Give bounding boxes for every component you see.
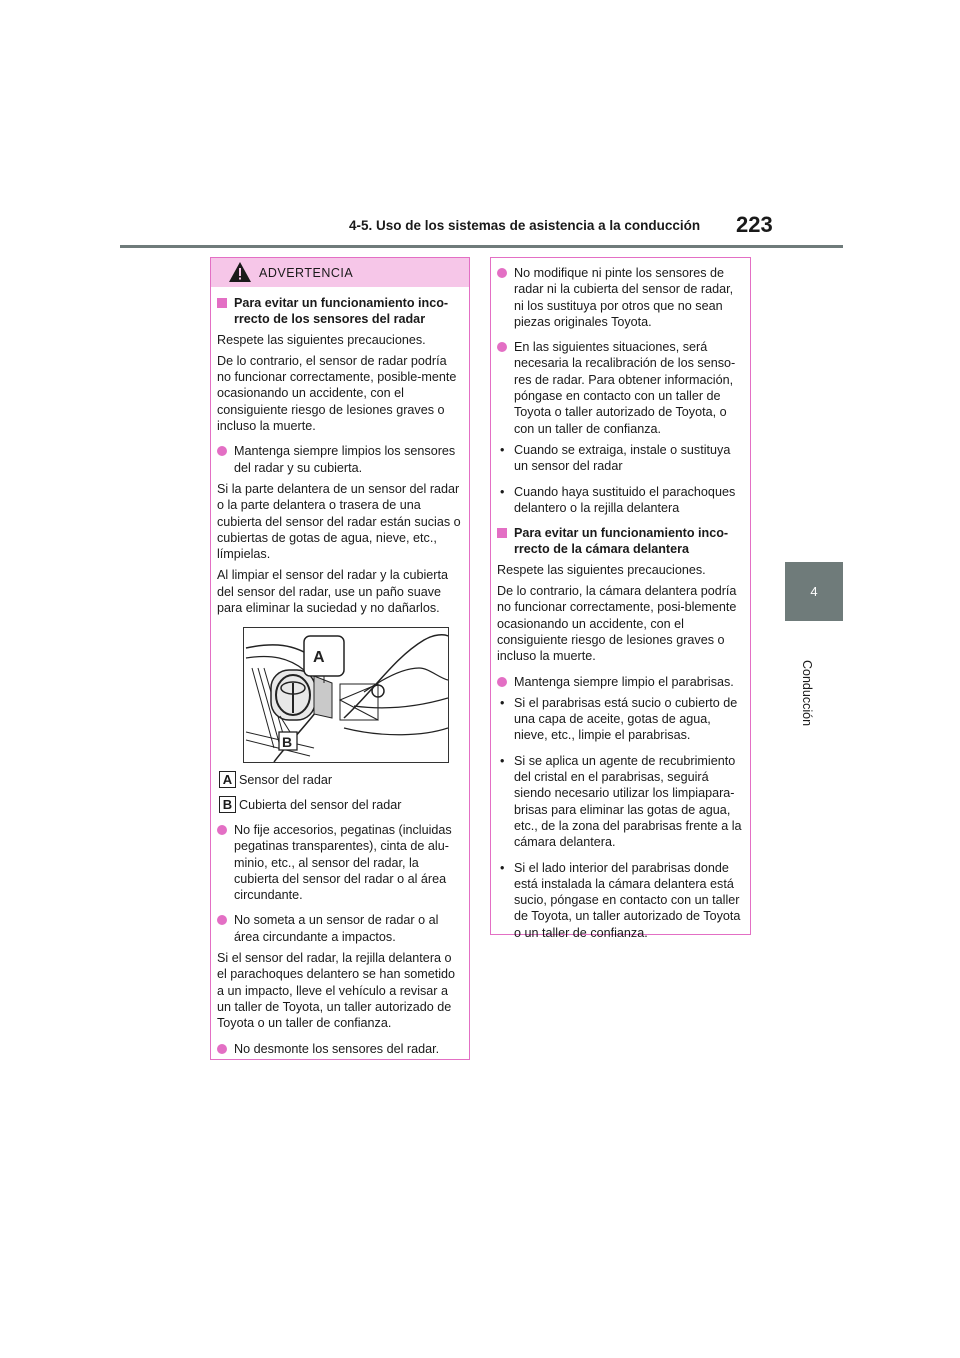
legend-badge-b: B xyxy=(219,796,236,813)
paragraph: Si la parte delantera de un sensor del radar o la parte delantera o trasera de una cubierta del sensor del radar están sucias o cubiertas de gotas de agua, nieve, etc., límpielas. xyxy=(217,481,461,562)
warning-triangle-icon xyxy=(228,261,252,283)
warning-box-left xyxy=(210,257,470,1060)
car-front-drawing xyxy=(244,628,448,762)
chapter-label: Conducción xyxy=(800,660,814,727)
warning-header xyxy=(211,258,469,287)
paragraph: Respete las siguientes precauciones. xyxy=(217,332,426,347)
paragraph: Si el sensor del radar, la rejilla delantera o el parachoques delantero se han sometido a un impacto, lleve el vehículo a revisar a un taller de Toyota, un taller autorizado de Toyota o un taller de confianza. xyxy=(217,951,456,1031)
warning-title: ADVERTENCIA xyxy=(259,266,354,280)
dot-item: • Si se aplica un agente de recubrimiento del cristal en el parabrisas, seguirá siendo necesario utilizar los limpiapara-brisas para eliminar las gotas de agua, etc., de la zona del parabrisas frente a la cámara delantera. xyxy=(497,753,744,851)
bullet-item: No fije accesorios, pegatinas (incluidas pegatinas transparentes), cinta de alu-minio, etc., al sensor del radar, la cubierta del sensor del radar o al área circundante. xyxy=(217,822,463,903)
paragraph: De lo contrario, la cámara delantera podría no funcionar correctamente, posi-blemente ocasionando un accidente, con el consiguiente riesgo de lesiones graves o incluso la muerte. xyxy=(497,584,737,664)
legend-item-a xyxy=(217,772,463,788)
paragraph: Respete las siguientes precauciones. xyxy=(497,562,706,577)
figure-callout-b: B xyxy=(282,734,293,751)
section-heading-camera: Para evitar un funcionamiento inco-rrecto de la cámara delantera xyxy=(497,525,744,558)
paragraph: Al limpiar el sensor del radar y la cubierta del sensor del radar, use un paño suave para eliminar la suciedad y no dañarlos. xyxy=(217,568,448,616)
bullet-item: No modifique ni pinte los sensores de radar ni la cubierta del sensor de radar, ni los sustituya por otros que no sean piezas originales Toyota. xyxy=(497,265,744,330)
dot-item: • Cuando haya sustituido el parachoques delantero o la rejilla delantera xyxy=(497,484,744,517)
chapter-number: 4 xyxy=(810,584,818,599)
bullet-item: No desmonte los sensores del radar. xyxy=(217,1041,463,1057)
dot-item: • Si el parabrisas está sucio o cubierto de una capa de aceite, gotas de agua, nieve, etc., limpie el parabrisas. xyxy=(497,695,744,744)
legend-text-b: Cubierta del sensor del radar xyxy=(239,797,402,812)
header-rule xyxy=(120,245,843,248)
warning-box-right xyxy=(490,257,751,940)
bullet-item: No someta a un sensor de radar o al área circundante a impactos. xyxy=(217,912,463,945)
page-number: 223 xyxy=(736,212,773,237)
figure-callout-a: A xyxy=(313,649,325,667)
section-heading-radar: Para evitar un funcionamiento inco-rrecto de los sensores del radar xyxy=(217,295,463,328)
radar-sensor-illustration xyxy=(243,627,449,763)
legend-text-a: Sensor del radar xyxy=(239,773,333,788)
dot-item: • Cuando se extraiga, instale o sustituya un sensor del radar xyxy=(497,442,744,475)
legend-badge-a: A xyxy=(219,771,236,788)
dot-item: • Si el lado interior del parabrisas donde está instalada la cámara delantera está sucio, póngase en contacto con un taller de Toyota, un taller autorizado de Toyota o un taller de confianza. xyxy=(497,860,744,941)
paragraph: De lo contrario, el sensor de radar podría no funcionar correctamente, posible-mente ocasionando un accidente, con el consiguiente riesgo de lesiones graves o incluso la muerte. xyxy=(217,353,457,434)
bullet-item: Mantenga siempre limpio el parabrisas. xyxy=(497,674,744,690)
legend-item-b xyxy=(217,797,463,813)
section-title: 4-5. Uso de los sistemas de asistencia a la conducción xyxy=(349,218,701,233)
bullet-item: Mantenga siempre limpios los sensores del radar y su cubierta. xyxy=(217,443,463,476)
chapter-tab xyxy=(785,562,843,621)
bullet-item: En las siguientes situaciones, será necesaria la recalibración de los senso-res de radar. Para obtener información, póngase en contacto con un taller de Toyota o taller autorizado de Toyota, o con un taller de confianza. xyxy=(497,339,744,437)
